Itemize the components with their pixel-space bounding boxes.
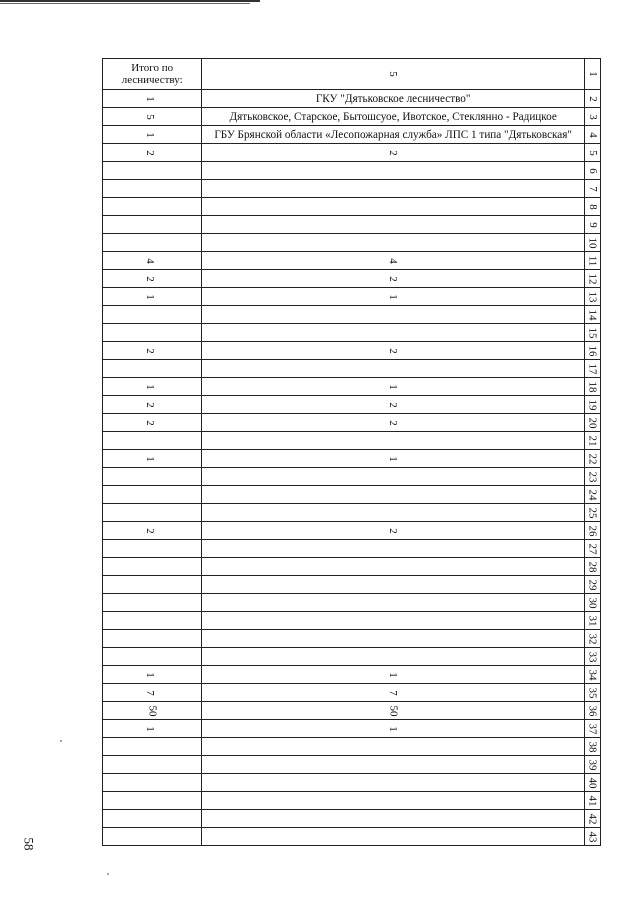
total-cell xyxy=(103,306,202,324)
row-number-cell xyxy=(584,630,600,648)
total-cell xyxy=(103,342,202,360)
table-row xyxy=(103,180,601,198)
row-number-cell xyxy=(584,540,600,558)
total-cell xyxy=(103,684,202,702)
table-row xyxy=(103,252,601,270)
total-cell xyxy=(103,522,202,540)
table-row xyxy=(103,450,601,468)
value-cell xyxy=(202,558,585,576)
row-number: 29 xyxy=(586,579,599,590)
table-row xyxy=(103,558,601,576)
value-cell xyxy=(202,738,585,756)
row-number: 42 xyxy=(586,813,599,824)
total-header-cell: Итого по лесничеству: xyxy=(103,59,202,90)
row-number-cell xyxy=(584,612,600,630)
table-row xyxy=(103,720,601,738)
table-row xyxy=(103,504,601,522)
value-cell xyxy=(202,378,585,396)
value-cell xyxy=(202,324,585,342)
row-number-cell xyxy=(584,270,600,288)
row-number: 43 xyxy=(586,831,599,842)
value-cell xyxy=(202,450,585,468)
row-number-cell xyxy=(584,180,600,198)
row-number: 3 xyxy=(586,113,599,120)
total-cell xyxy=(103,450,202,468)
total-cell xyxy=(103,486,202,504)
row-number-cell xyxy=(584,774,600,792)
value-cell xyxy=(202,288,585,306)
row-number-cell xyxy=(584,252,600,270)
row-number: 38 xyxy=(586,741,599,752)
cell-value: 2 xyxy=(387,527,400,534)
total-cell xyxy=(103,180,202,198)
total-value: 1 xyxy=(143,455,156,462)
total-cell xyxy=(103,738,202,756)
value-cell xyxy=(202,342,585,360)
total-cell xyxy=(103,504,202,522)
row-number: 7 xyxy=(586,185,599,192)
row-number-cell xyxy=(584,810,600,828)
value-cell xyxy=(202,504,585,522)
row-number: 35 xyxy=(586,687,599,698)
value-cell xyxy=(202,270,585,288)
table-row xyxy=(103,774,601,792)
total-value: 1 xyxy=(143,671,156,678)
row-number: 17 xyxy=(586,363,599,374)
top-rule xyxy=(0,0,260,2)
scan-speck xyxy=(107,873,109,875)
cell-value: 1 xyxy=(387,725,400,732)
value-cell xyxy=(202,612,585,630)
value-cell xyxy=(202,702,585,720)
value-cell xyxy=(202,522,585,540)
total-cell xyxy=(103,540,202,558)
total-cell xyxy=(103,216,202,234)
total-value: 50 xyxy=(146,705,159,716)
value-cell xyxy=(202,432,585,450)
scan-speck xyxy=(60,740,62,742)
total-cell xyxy=(103,108,202,126)
row-number-cell xyxy=(584,522,600,540)
total-cell xyxy=(103,630,202,648)
cell-value: 4 xyxy=(387,257,400,264)
cell-value: 1 xyxy=(387,383,400,390)
row-number: 5 xyxy=(586,149,599,156)
total-cell xyxy=(103,234,202,252)
cell-text: ГБУ Брянской области «Лесопожарная служба» ЛПС 1 типа "Дятьковская" xyxy=(214,128,572,141)
total-value: 1 xyxy=(143,293,156,300)
total-cell xyxy=(103,594,202,612)
total-value: 1 xyxy=(143,95,156,102)
table-row xyxy=(103,288,601,306)
total-cell xyxy=(103,432,202,450)
row-number: 21 xyxy=(586,435,599,446)
total-value: 1 xyxy=(143,383,156,390)
row-number-cell xyxy=(584,108,600,126)
table-row xyxy=(103,90,601,108)
cell-value: 1 xyxy=(387,293,400,300)
total-cell xyxy=(103,324,202,342)
total-cell xyxy=(103,792,202,810)
row-number: 26 xyxy=(586,525,599,536)
cell-value: 2 xyxy=(387,149,400,156)
value-cell xyxy=(202,252,585,270)
value-cell xyxy=(202,756,585,774)
top-rule-secondary xyxy=(0,3,250,4)
total-cell xyxy=(103,90,202,108)
row-number: 40 xyxy=(586,777,599,788)
value-cell xyxy=(202,144,585,162)
row-number: 37 xyxy=(586,723,599,734)
value-cell xyxy=(202,540,585,558)
table-row xyxy=(103,396,601,414)
forestry-summary-table xyxy=(102,58,601,846)
row-number: 11 xyxy=(586,255,599,266)
table-row xyxy=(103,576,601,594)
table-row xyxy=(103,360,601,378)
row-number: 24 xyxy=(586,489,599,500)
value-cell xyxy=(202,630,585,648)
total-value: 2 xyxy=(143,347,156,354)
value-cell xyxy=(202,468,585,486)
row-number-cell xyxy=(584,288,600,306)
row-number-cell xyxy=(584,792,600,810)
total-cell xyxy=(103,414,202,432)
total-cell xyxy=(103,126,202,144)
total-cell xyxy=(103,288,202,306)
value-cell xyxy=(202,234,585,252)
total-cell xyxy=(103,828,202,846)
value-cell xyxy=(202,828,585,846)
table-row xyxy=(103,810,601,828)
row-number: 41 xyxy=(586,795,599,806)
cell-value: 1 xyxy=(387,671,400,678)
total-cell xyxy=(103,720,202,738)
value-cell xyxy=(202,360,585,378)
total-cell xyxy=(103,810,202,828)
total-cell xyxy=(103,756,202,774)
row-number: 19 xyxy=(586,399,599,410)
cell-value: 2 xyxy=(387,419,400,426)
row-number-cell xyxy=(584,666,600,684)
row-number-cell xyxy=(584,234,600,252)
row-number: 36 xyxy=(586,705,599,716)
table-row xyxy=(103,162,601,180)
row-number-cell xyxy=(584,90,600,108)
row-number-cell xyxy=(584,720,600,738)
row-number-cell xyxy=(584,360,600,378)
row-number-cell xyxy=(584,342,600,360)
cell-value: 2 xyxy=(387,275,400,282)
total-cell xyxy=(103,270,202,288)
total-cell xyxy=(103,144,202,162)
row-number-cell xyxy=(584,576,600,594)
row-number: 16 xyxy=(586,345,599,356)
row-number-cell xyxy=(584,324,600,342)
table-row xyxy=(103,792,601,810)
page-number: 58 xyxy=(21,837,37,851)
total-value: 2 xyxy=(143,419,156,426)
total-cell xyxy=(103,252,202,270)
value-cell xyxy=(202,396,585,414)
table-header-row xyxy=(103,59,601,90)
table-row xyxy=(103,432,601,450)
value-cell xyxy=(202,486,585,504)
value-cell xyxy=(202,306,585,324)
row-number-cell xyxy=(584,378,600,396)
cell-text: Дятьковское, Старское, Бытошсуое, Ивотское, Стеклянно - Радицкое xyxy=(229,110,557,123)
row-number: 9 xyxy=(586,221,599,228)
table-row xyxy=(103,324,601,342)
table-row xyxy=(103,486,601,504)
value-cell xyxy=(202,576,585,594)
total-cell xyxy=(103,396,202,414)
total-value: 2 xyxy=(143,401,156,408)
table-row xyxy=(103,612,601,630)
row-number-cell xyxy=(584,504,600,522)
cell-value: 1 xyxy=(387,455,400,462)
row-number: 20 xyxy=(586,417,599,428)
value-cell xyxy=(202,684,585,702)
value-cell xyxy=(202,792,585,810)
row-number: 22 xyxy=(586,453,599,464)
row-number: 10 xyxy=(586,237,599,248)
row-number: 4 xyxy=(586,131,599,138)
table-row xyxy=(103,198,601,216)
header-value-cell xyxy=(202,59,585,90)
row-number-cell xyxy=(584,396,600,414)
value-cell xyxy=(202,666,585,684)
total-cell xyxy=(103,360,202,378)
row-number-cell xyxy=(584,468,600,486)
row-number: 18 xyxy=(586,381,599,392)
table-row xyxy=(103,738,601,756)
row-number-cell xyxy=(584,198,600,216)
total-cell xyxy=(103,648,202,666)
row-number-cell xyxy=(584,216,600,234)
table-row xyxy=(103,522,601,540)
cell-value: 2 xyxy=(387,401,400,408)
description-cell xyxy=(202,126,585,144)
table-row xyxy=(103,342,601,360)
total-cell xyxy=(103,162,202,180)
row-number-cell xyxy=(584,594,600,612)
row-number: 6 xyxy=(586,167,599,174)
table-row xyxy=(103,468,601,486)
row-number-cell xyxy=(584,162,600,180)
row-number: 12 xyxy=(586,273,599,284)
table-row xyxy=(103,414,601,432)
row-number-cell xyxy=(584,486,600,504)
table-row xyxy=(103,216,601,234)
row-number: 27 xyxy=(586,543,599,554)
row-number-cell xyxy=(584,828,600,846)
table-row xyxy=(103,540,601,558)
value-cell xyxy=(202,216,585,234)
row-number-cell xyxy=(584,702,600,720)
cell-value: 50 xyxy=(387,705,400,716)
total-cell xyxy=(103,612,202,630)
table-row xyxy=(103,594,601,612)
value-cell xyxy=(202,720,585,738)
value-cell xyxy=(202,162,585,180)
row-number-cell xyxy=(584,738,600,756)
total-value: 2 xyxy=(143,275,156,282)
row-number: 13 xyxy=(586,291,599,302)
table-row xyxy=(103,306,601,324)
row-number-cell xyxy=(584,59,600,90)
total-cell xyxy=(103,198,202,216)
row-number-cell xyxy=(584,684,600,702)
description-cell xyxy=(202,108,585,126)
row-number: 1 xyxy=(586,71,599,77)
table-row xyxy=(103,684,601,702)
table-row xyxy=(103,756,601,774)
row-number: 34 xyxy=(586,669,599,680)
row-number: 14 xyxy=(586,309,599,320)
total-value: 2 xyxy=(143,149,156,156)
value-cell xyxy=(202,810,585,828)
row-number-cell xyxy=(584,756,600,774)
row-number: 15 xyxy=(586,327,599,338)
cell-value: 7 xyxy=(387,689,400,696)
value-cell xyxy=(202,648,585,666)
row-number-cell xyxy=(584,648,600,666)
row-number: 33 xyxy=(586,651,599,662)
row-number-cell xyxy=(584,414,600,432)
row-number-cell xyxy=(584,306,600,324)
total-cell xyxy=(103,666,202,684)
row-number: 8 xyxy=(586,203,599,210)
row-number-cell xyxy=(584,126,600,144)
row-number: 28 xyxy=(586,561,599,572)
total-cell xyxy=(103,774,202,792)
row-number-cell xyxy=(584,144,600,162)
table-row xyxy=(103,126,601,144)
row-number: 25 xyxy=(586,507,599,518)
table-row xyxy=(103,144,601,162)
total-value: 2 xyxy=(143,527,156,534)
table-row xyxy=(103,234,601,252)
row-number: 31 xyxy=(586,615,599,626)
total-value: 7 xyxy=(143,689,156,696)
row-number: 39 xyxy=(586,759,599,770)
row-number: 2 xyxy=(586,95,599,102)
row-number-cell xyxy=(584,558,600,576)
table-row xyxy=(103,828,601,846)
total-value: 1 xyxy=(143,725,156,732)
description-cell xyxy=(202,90,585,108)
row-number: 32 xyxy=(586,633,599,644)
total-cell xyxy=(103,576,202,594)
row-number: 23 xyxy=(586,471,599,482)
table-row xyxy=(103,270,601,288)
row-number: 30 xyxy=(586,597,599,608)
cell-text: ГКУ "Дятьковское лесничество" xyxy=(315,92,471,105)
total-value: 4 xyxy=(143,257,156,264)
table-row xyxy=(103,630,601,648)
row-number-cell xyxy=(584,450,600,468)
value-cell xyxy=(202,198,585,216)
table-row xyxy=(103,702,601,720)
header-value: 5 xyxy=(387,71,400,77)
total-value: 5 xyxy=(143,113,156,120)
value-cell xyxy=(202,414,585,432)
cell-value: 2 xyxy=(387,347,400,354)
value-cell xyxy=(202,180,585,198)
row-number-cell xyxy=(584,432,600,450)
table-row xyxy=(103,666,601,684)
total-cell xyxy=(103,558,202,576)
total-cell xyxy=(103,378,202,396)
total-cell xyxy=(103,702,202,720)
table-row xyxy=(103,108,601,126)
table-row xyxy=(103,648,601,666)
total-cell xyxy=(103,468,202,486)
value-cell xyxy=(202,594,585,612)
table-row xyxy=(103,378,601,396)
value-cell xyxy=(202,774,585,792)
total-value: 1 xyxy=(143,131,156,138)
